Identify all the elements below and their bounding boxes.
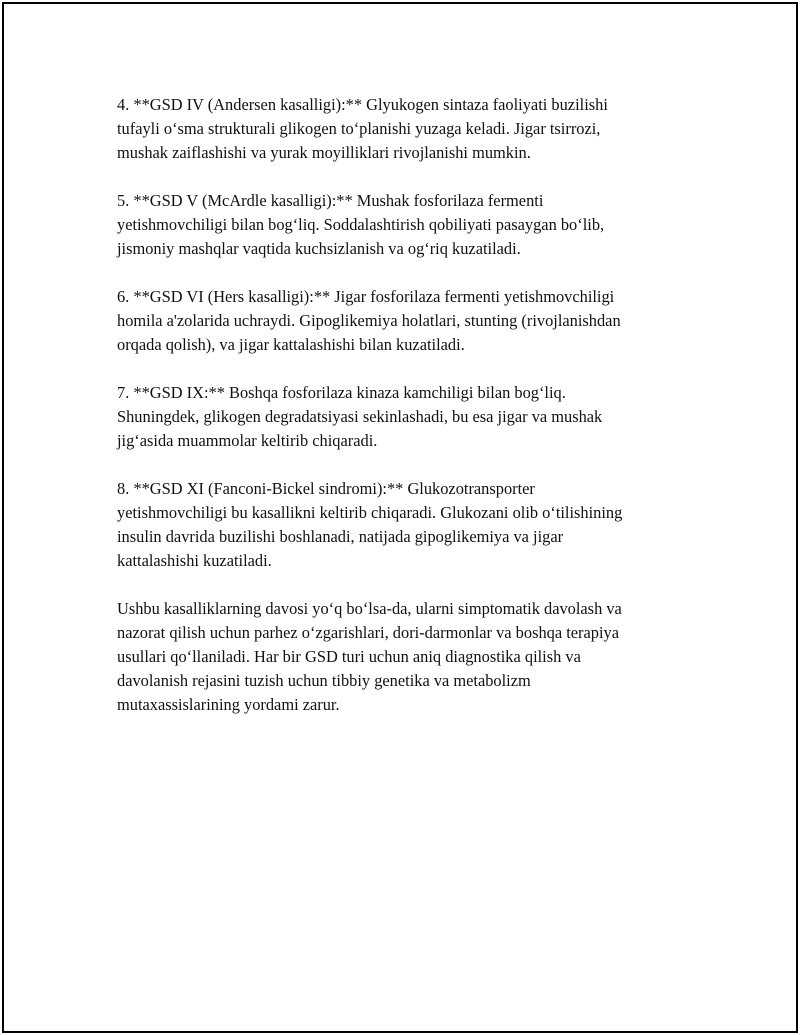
text-line: davolanish rejasini tuzish uchun tibbiy genetika va metabolizm	[117, 671, 531, 690]
text-line: jig‘asida muammolar keltirib chiqaradi.	[117, 431, 378, 450]
document-body	[117, 93, 707, 741]
text-line: orqada qolish), va jigar kattalashishi bilan kuzatiladi.	[117, 335, 465, 354]
text-line: homila a'zolarida uchraydi. Gipoglikemiya holatlari, stunting (rivojlanishdan	[117, 311, 621, 330]
text-line: 5. **GSD V (McArdle kasalligi):** Mushak fosforilaza fermenti	[117, 191, 544, 210]
paragraph-gsd-ix	[117, 381, 707, 453]
text-line: mushak zaiflashishi va yurak moyilliklari rivojlanishi mumkin.	[117, 143, 531, 162]
paragraph-gsd-vi	[117, 285, 707, 357]
text-line: 6. **GSD VI (Hers kasalligi):** Jigar fosforilaza fermenti yetishmovchiligi	[117, 287, 615, 306]
text-line: 4. **GSD IV (Andersen kasalligi):** Glyukogen sintaza faoliyati buzilishi	[117, 95, 608, 114]
paragraph-conclusion	[117, 597, 707, 717]
text-line: 7. **GSD IX:** Boshqa fosforilaza kinaza kamchiligi bilan bog‘liq.	[117, 383, 566, 402]
text-line: tufayli o‘sma strukturali glikogen to‘planishi yuzaga keladi. Jigar tsirrozi,	[117, 119, 601, 138]
text-line: Ushbu kasalliklarning davosi yo‘q bo‘lsa-da, ularni simptomatik davolash va	[117, 599, 622, 618]
text-line: usullari qo‘llaniladi. Har bir GSD turi uchun aniq diagnostika qilish va	[117, 647, 581, 666]
paragraph-gsd-xi	[117, 477, 707, 573]
text-line: 8. **GSD XI (Fanconi-Bickel sindromi):** Glukozotransporter	[117, 479, 535, 498]
paragraph-gsd-iv	[117, 93, 707, 165]
text-line: Shuningdek, glikogen degradatsiyasi sekinlashadi, bu esa jigar va mushak	[117, 407, 603, 426]
paragraph-gsd-v	[117, 189, 707, 261]
text-line: insulin davrida buzilishi boshlanadi, natijada gipoglikemiya va jigar	[117, 527, 564, 546]
text-line: mutaxassislarining yordami zarur.	[117, 695, 340, 714]
text-line: jismoniy mashqlar vaqtida kuchsizlanish va og‘riq kuzatiladi.	[117, 239, 521, 258]
text-line: kattalashishi kuzatiladi.	[117, 551, 272, 570]
text-line: yetishmovchiligi bu kasallikni keltirib chiqaradi. Glukozani olib o‘tilishining	[117, 503, 623, 522]
text-line: nazorat qilish uchun parhez o‘zgarishlari, dori-darmonlar va boshqa terapiya	[117, 623, 619, 642]
text-line: yetishmovchiligi bilan bog‘liq. Soddalashtirish qobiliyati pasaygan bo‘lib,	[117, 215, 605, 234]
